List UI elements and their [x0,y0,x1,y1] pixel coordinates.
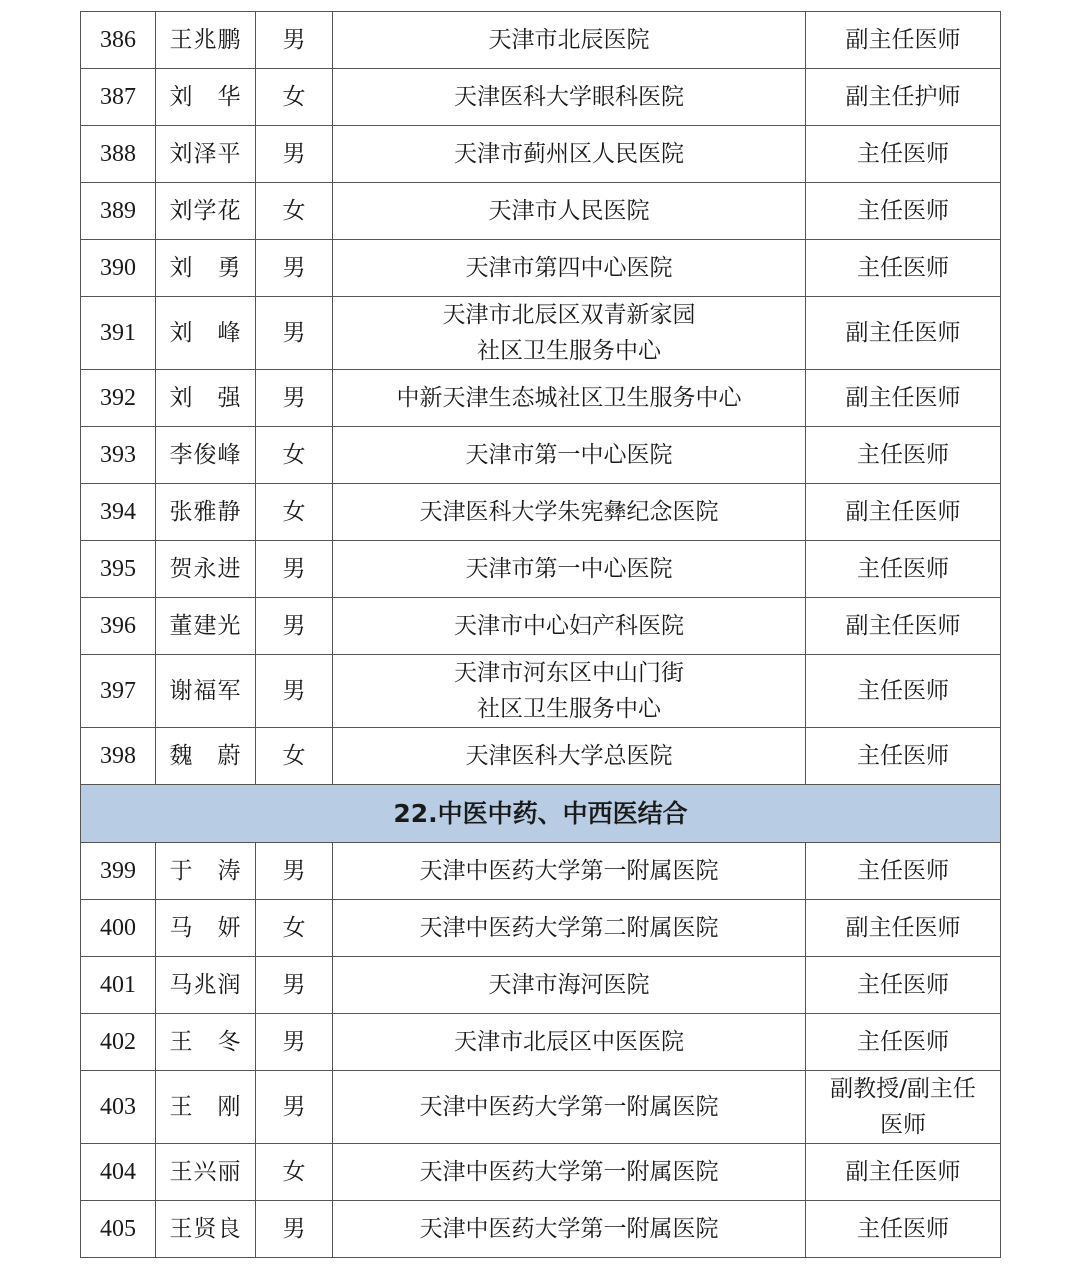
person-name: 王 冬 [156,1014,256,1071]
table-row [81,843,1001,900]
work-unit: 天津市第一中心医院 [333,541,806,598]
table-row [81,240,1001,297]
gender: 男 [256,12,333,69]
table-row [81,598,1001,655]
work-unit: 天津市北辰区中医医院 [333,1014,806,1071]
row-number: 396 [81,598,156,655]
job-title: 主任医师 [806,728,1001,785]
person-name: 马 妍 [156,900,256,957]
gender: 女 [256,427,333,484]
gender: 男 [256,126,333,183]
gender: 女 [256,69,333,126]
gender: 男 [256,1071,333,1144]
row-number: 399 [81,843,156,900]
gender: 男 [256,1014,333,1071]
section-title: 22.中医中药、中西医结合 [81,785,1001,843]
work-unit: 中新天津生态城社区卫生服务中心 [333,370,806,427]
person-name: 张雅静 [156,484,256,541]
person-name: 刘 强 [156,370,256,427]
person-name: 王 刚 [156,1071,256,1144]
row-number: 400 [81,900,156,957]
row-number: 394 [81,484,156,541]
job-title: 副主任医师 [806,370,1001,427]
row-number: 390 [81,240,156,297]
row-number: 393 [81,427,156,484]
row-number: 388 [81,126,156,183]
job-title: 主任医师 [806,1201,1001,1258]
person-name: 马兆润 [156,957,256,1014]
work-unit [333,655,806,728]
job-title: 主任医师 [806,240,1001,297]
table-row [81,1201,1001,1258]
job-title: 主任医师 [806,957,1001,1014]
job-title: 副主任护师 [806,69,1001,126]
gender: 男 [256,541,333,598]
job-title: 主任医师 [806,1014,1001,1071]
row-number: 397 [81,655,156,728]
job-title: 副主任医师 [806,484,1001,541]
person-name: 于 涛 [156,843,256,900]
table-row [81,484,1001,541]
gender: 男 [256,957,333,1014]
gender: 女 [256,900,333,957]
gender: 男 [256,370,333,427]
job-title: 主任医师 [806,843,1001,900]
table-row [81,427,1001,484]
job-title-line-1: 副教授/副主任 [830,1076,976,1102]
work-unit: 天津市北辰医院 [333,12,806,69]
table-row [81,655,1001,728]
gender: 男 [256,843,333,900]
person-name: 刘 峰 [156,297,256,370]
work-unit: 天津医科大学总医院 [333,728,806,785]
job-title: 副主任医师 [806,598,1001,655]
row-number: 389 [81,183,156,240]
roster-table [80,11,1001,1258]
work-unit [333,297,806,370]
gender: 男 [256,598,333,655]
work-unit: 天津市海河医院 [333,957,806,1014]
work-unit-line-1: 天津市河东区中山门街 [454,660,684,686]
work-unit-line-2: 社区卫生服务中心 [477,696,661,722]
row-number: 401 [81,957,156,1014]
job-title-line-2: 医师 [880,1112,926,1138]
work-unit: 天津市第一中心医院 [333,427,806,484]
person-name: 董建光 [156,598,256,655]
job-title: 主任医师 [806,541,1001,598]
person-name: 刘泽平 [156,126,256,183]
gender: 女 [256,728,333,785]
person-name: 刘 华 [156,69,256,126]
row-number: 405 [81,1201,156,1258]
work-unit: 天津医科大学朱宪彝纪念医院 [333,484,806,541]
table-row [81,1014,1001,1071]
section-header-row [81,785,1001,843]
person-name: 刘学花 [156,183,256,240]
job-title: 副主任医师 [806,900,1001,957]
job-title: 主任医师 [806,183,1001,240]
gender: 女 [256,484,333,541]
job-title: 主任医师 [806,126,1001,183]
gender: 男 [256,655,333,728]
job-title: 副主任医师 [806,12,1001,69]
person-name: 王兴丽 [156,1144,256,1201]
person-name: 贺永进 [156,541,256,598]
table-row [81,900,1001,957]
table-row [81,126,1001,183]
table-row [81,1144,1001,1201]
work-unit-line-1: 天津市北辰区双青新家园 [442,302,696,328]
work-unit: 天津中医药大学第一附属医院 [333,1144,806,1201]
row-number: 395 [81,541,156,598]
work-unit: 天津中医药大学第一附属医院 [333,1201,806,1258]
gender: 男 [256,1201,333,1258]
row-number: 398 [81,728,156,785]
table-row [81,297,1001,370]
work-unit: 天津医科大学眼科医院 [333,69,806,126]
gender: 男 [256,297,333,370]
row-number: 391 [81,297,156,370]
work-unit: 天津中医药大学第一附属医院 [333,843,806,900]
row-number: 386 [81,12,156,69]
table-row [81,728,1001,785]
work-unit: 天津市第四中心医院 [333,240,806,297]
row-number: 402 [81,1014,156,1071]
person-name: 王贤良 [156,1201,256,1258]
table-row [81,957,1001,1014]
row-number: 392 [81,370,156,427]
gender: 女 [256,183,333,240]
job-title [806,1071,1001,1144]
table-row [81,541,1001,598]
table-row [81,12,1001,69]
table-row [81,183,1001,240]
row-number: 404 [81,1144,156,1201]
job-title: 主任医师 [806,427,1001,484]
gender: 女 [256,1144,333,1201]
work-unit: 天津市人民医院 [333,183,806,240]
person-name: 刘 勇 [156,240,256,297]
person-name: 李俊峰 [156,427,256,484]
row-number: 387 [81,69,156,126]
work-unit: 天津中医药大学第一附属医院 [333,1071,806,1144]
job-title: 副主任医师 [806,1144,1001,1201]
gender: 男 [256,240,333,297]
job-title: 主任医师 [806,655,1001,728]
table-row [81,370,1001,427]
table-row [81,69,1001,126]
row-number: 403 [81,1071,156,1144]
table-row [81,1071,1001,1144]
work-unit: 天津中医药大学第二附属医院 [333,900,806,957]
work-unit-line-2: 社区卫生服务中心 [477,338,661,364]
person-name: 王兆鹏 [156,12,256,69]
work-unit: 天津市中心妇产科医院 [333,598,806,655]
person-name: 魏 蔚 [156,728,256,785]
person-name: 谢福军 [156,655,256,728]
job-title: 副主任医师 [806,297,1001,370]
work-unit: 天津市蓟州区人民医院 [333,126,806,183]
